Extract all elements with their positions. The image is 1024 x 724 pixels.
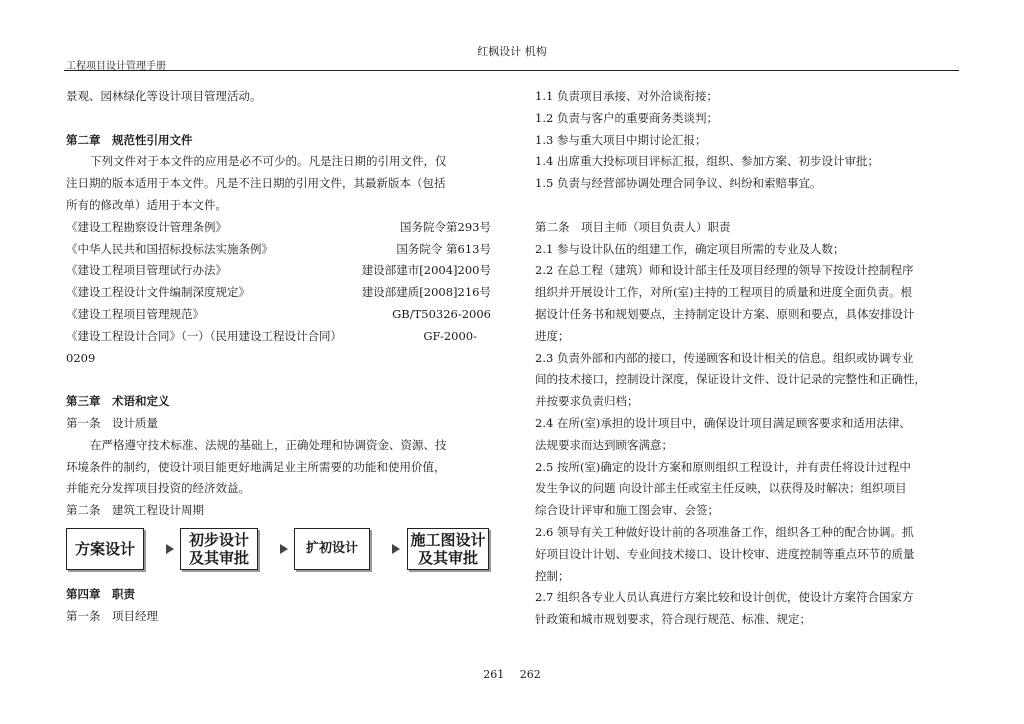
design-cycle-flowchart	[66, 524, 491, 576]
reference-row	[66, 326, 491, 348]
duty-line: 针政策和城市规划要求，符合现行规范、标准、规定；	[535, 612, 811, 627]
chapter-3-title: 第三章 术语和定义	[66, 394, 170, 409]
page-footer	[0, 668, 1024, 681]
duty-line: 进度；	[535, 328, 570, 343]
duty-item: 1.1 负责项目承接、对外洽谈衔接；	[535, 89, 718, 103]
duty-item: 1.5 负责与经营部协调处理合同争议、纠纷和索赔事宜。	[535, 176, 822, 191]
duty-line: 综合设计评审和施工图会审、会签；	[535, 503, 719, 518]
duty-line: 好项目设计计划、专业间技术接口、设计校审、进度控制等重点环节的质量	[535, 546, 915, 561]
paragraph-line: 注日期的版本适用于本文件。凡是不注日期的引用文件，其最新版本（包括	[66, 176, 446, 191]
paragraph-line: 所有的修改单）适用于本文件。	[66, 197, 227, 212]
duty-item: 1.4 出席重大投标项目评标汇报，组织、参加方案、初步设计审批；	[535, 154, 879, 169]
duty-line: 发生争议的问题 向设计部主任或室主任反映，以获得及时解决；组织项目	[535, 481, 907, 496]
paragraph-line: 在严格遵守技术标准、法规的基础上，正确处理和协调资金、资源、技	[90, 437, 447, 452]
text-line: 景观、园林绿化等设计项目管理活动。	[66, 89, 262, 103]
right-column	[535, 86, 960, 631]
paragraph-line: 环境条件的制约，使设计项目能更好地满足业主所需要的功能和使用价值，	[66, 459, 446, 474]
flow-step-scheme-design: 方案设计	[66, 528, 144, 570]
duty-line: 并按要求负责归档；	[535, 394, 639, 409]
duty-line: 间的技术接口，控制设计深度，保证设计文件、设计记录的完整性和正确性，	[535, 372, 926, 387]
reference-title: 《建设工程勘察设计管理条例》	[66, 219, 227, 234]
flow-arrow-icon	[280, 544, 288, 554]
header-org: 红枫设计 机构	[477, 45, 547, 58]
page-number-right: 262	[519, 668, 541, 681]
duty-line: 2.1 参与设计队伍的组建工作，确定项目所需的专业及人数；	[535, 241, 845, 256]
flow-arrow-icon	[392, 544, 400, 554]
article-heading: 第一条 设计质量	[66, 415, 158, 430]
reference-number: 国务院令第293号	[400, 219, 491, 234]
reference-title: 《建设工程项目管理试行办法》	[66, 263, 227, 278]
duty-line: 法规要求而达到顾客满意；	[535, 437, 673, 452]
duty-line: 据设计任务书和规划要点，主持制定设计方案、原则和要点，具体安排设计	[535, 306, 915, 321]
reference-continuation: 0209	[66, 350, 96, 365]
duty-line: 控制；	[535, 568, 570, 583]
duty-line: 2.4 在所(室)承担的设计项目中，确保设计项目满足顾客要求和适用法律、	[535, 415, 911, 430]
reference-row	[66, 217, 491, 239]
duty-line: 2.7 组织各专业人员认真进行方案比较和设计创优，使设计方案符合国家方	[535, 590, 914, 605]
flow-step-extended-design: 扩初设计	[294, 528, 370, 570]
article-heading: 第二条 项目主师（项目负责人）职责	[535, 219, 731, 234]
reference-row	[66, 260, 491, 282]
duty-line: 2.6 领导有关工种做好设计前的各项准备工作，组织各工种的配合协调。抓	[535, 524, 914, 539]
duty-line: 2.5 按所(室)确定的设计方案和原则组织工程设计，并有责任将设计过程中	[535, 459, 911, 474]
duty-line: 组织并开展设计工作，对所(室)主持的工程项目的质量和进度全面负责。根	[535, 285, 912, 300]
reference-row	[66, 304, 491, 326]
reference-row	[66, 282, 491, 304]
reference-title: 《建设工程设计文件编制深度规定》	[66, 285, 250, 300]
header-manual-title: 工程项目设计管理手册	[66, 61, 166, 72]
duty-item: 1.2 负责与客户的重要商务类谈判；	[535, 110, 718, 125]
left-column	[66, 86, 491, 628]
flow-step-preliminary-design: 初步设计 及其审批	[180, 528, 258, 570]
flow-step-construction-drawing: 施工图设计 及其审批	[407, 528, 489, 570]
duty-item: 1.3 参与重大项目中期讨论汇报；	[535, 132, 707, 147]
reference-number: 建设部建质[2008]216号	[361, 285, 491, 300]
reference-title: 《建设工程设计合同》（一）（民用建设工程设计合同）	[66, 328, 342, 343]
chapter-2-title: 第二章 规范性引用文件	[66, 132, 193, 147]
article-heading: 第一条 项目经理	[66, 608, 158, 623]
reference-number: GB/T50326-2006	[392, 306, 491, 321]
article-heading: 第二条 建筑工程设计周期	[66, 503, 204, 518]
reference-number: 国务院令 第613号	[396, 241, 491, 256]
duty-line: 2.3 负责外部和内部的接口，传递顾客和设计相关的信息。组织或协调专业	[535, 350, 914, 365]
reference-title: 《建设工程项目管理规范》	[66, 306, 204, 321]
page-number-left: 261	[483, 668, 505, 681]
paragraph-line: 下列文件对于本文件的应用是必不可少的。凡是注日期的引用文件，仅	[90, 154, 447, 169]
chapter-4-title: 第四章 职责	[66, 586, 135, 601]
reference-number: GF-2000-	[423, 328, 477, 343]
paragraph-line: 并能充分发挥项目投资的经济效益。	[66, 481, 250, 496]
reference-row	[66, 239, 491, 261]
reference-title: 《中华人民共和国招标投标法实施条例》	[66, 241, 273, 256]
duty-line: 2.2 在总工程（建筑）师和设计部主任及项目经理的领导下按设计控制程序	[535, 263, 914, 278]
flow-arrow-icon	[166, 544, 174, 554]
header-rule	[64, 70, 959, 71]
reference-number: 建设部建市[2004]200号	[361, 263, 491, 278]
